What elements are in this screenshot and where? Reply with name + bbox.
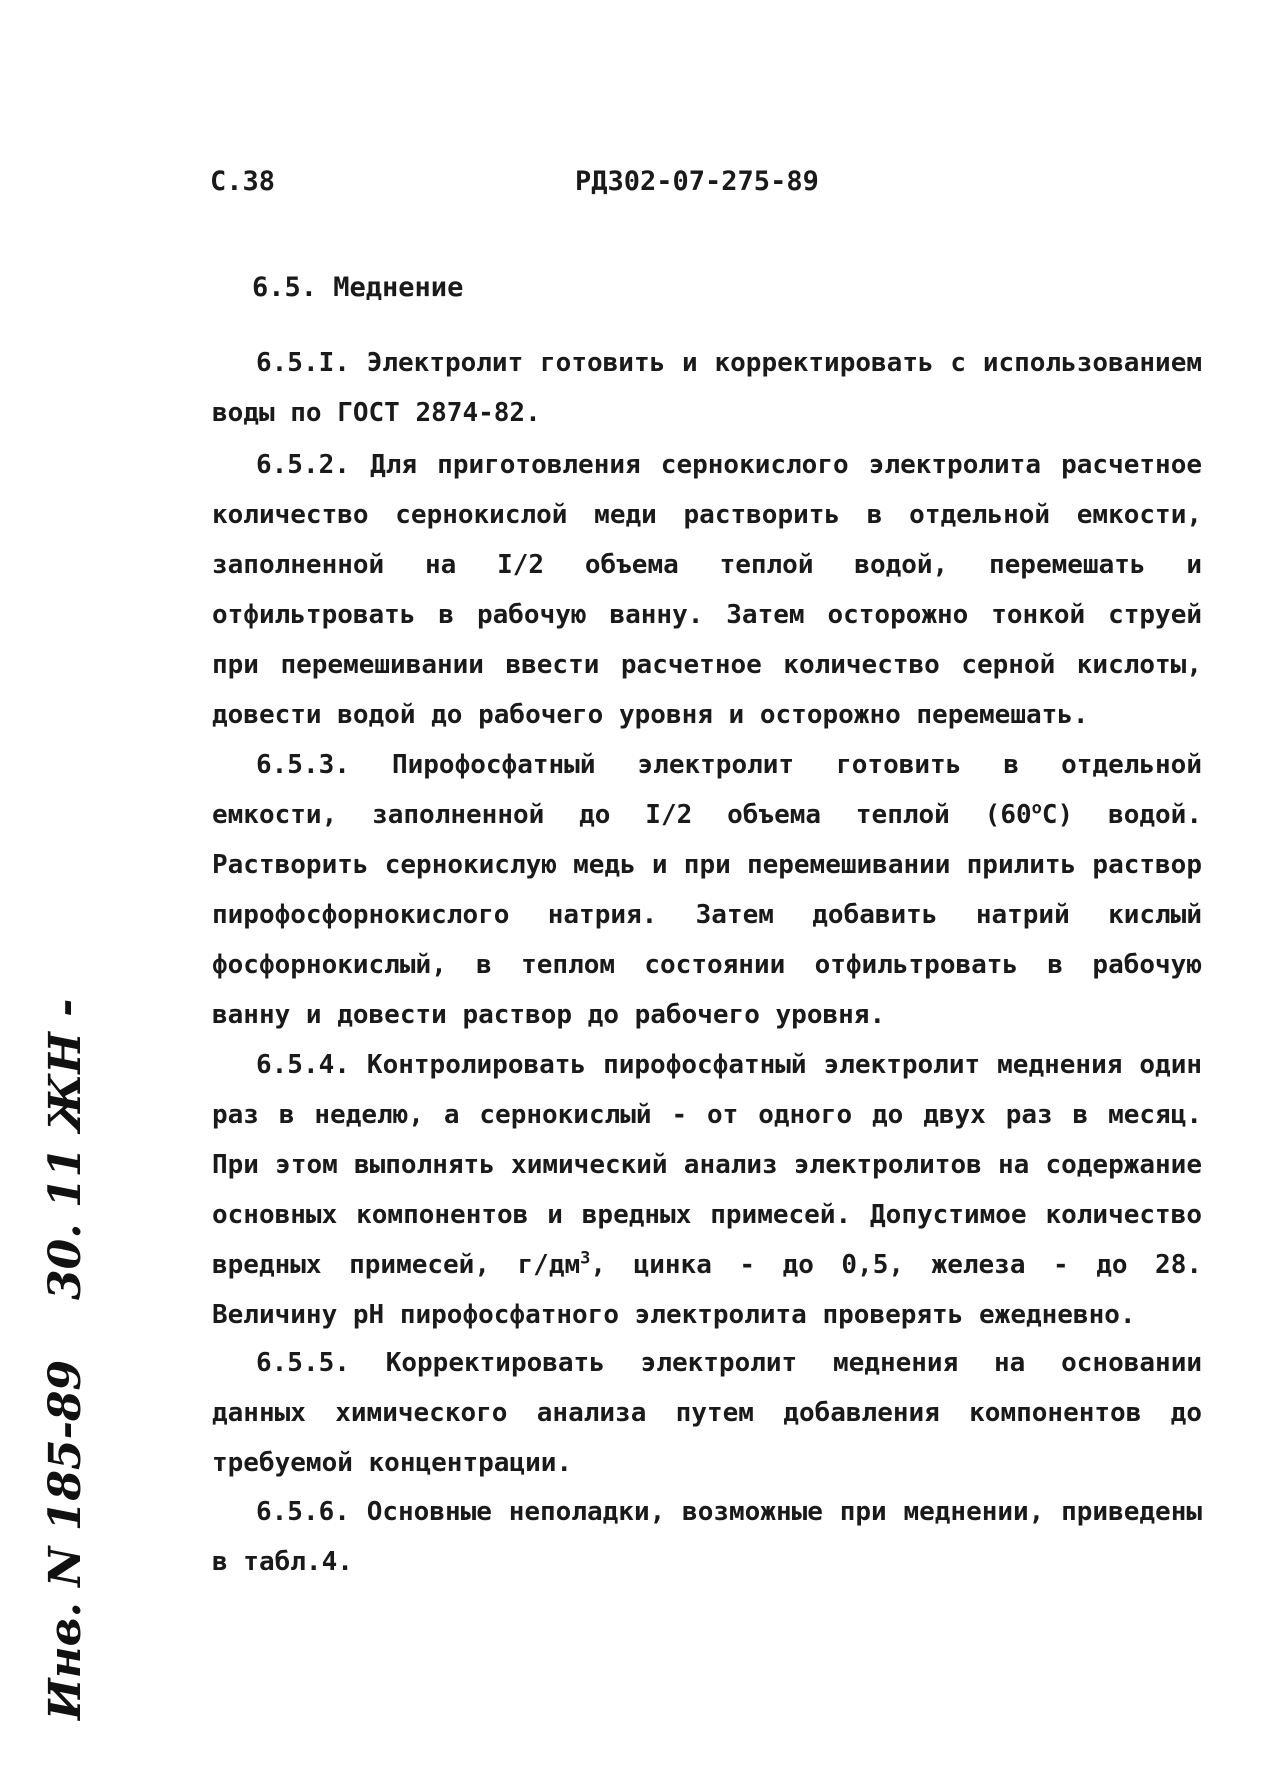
section-title: 6.5. Меднение xyxy=(252,272,464,303)
paragraph-6-5-4-part-b: , цинка - до 0,5, железа - до 28. Величину pH пирофосфатного электролита проверять ежедневно. xyxy=(212,1250,1203,1330)
handwritten-inventory-note xyxy=(40,999,91,1720)
paragraph-6-5-6: 6.5.6. Основные неполадки, возможные при меднении, приведены в табл.4. xyxy=(212,1497,1202,1577)
paragraph-6-5-4 xyxy=(212,1040,1202,1340)
inventory-date: 30. 11 ЖН - xyxy=(40,998,91,1300)
paragraph-6-5-3-part-b: С) водой. Растворить сернокислую медь и при перемешивании прилить раствор пирофосфорнокислого натрия. Затем добавить натрий кислый фосфорнокислый, в теплом состоянии отфильтровать в рабочую ванну и довести раствор до рабочего уровня. xyxy=(212,800,1202,1030)
paragraph-6-5-3-part-a: 6.5.3. Пирофосфатный электролит готовить в отдельной емкости, заполненной до I/2 объема теплой (60 xyxy=(212,750,1202,830)
degree-superscript: о xyxy=(1031,798,1042,819)
cubic-superscript: 3 xyxy=(580,1248,591,1269)
paragraph-6-5-3 xyxy=(212,740,1202,1040)
page-number: С.38 xyxy=(210,166,276,197)
document-code: РД302-07-275-89 xyxy=(575,166,819,197)
inventory-number: Инв. N 185-89 xyxy=(40,1359,91,1720)
paragraph-6-5-1: 6.5.I. Электролит готовить и корректировать с использованием воды по ГОСТ 2874-82. xyxy=(212,348,1202,428)
paragraph-6-5-2: 6.5.2. Для приготовления сернокислого электролита расчетное количество сернокислой меди растворить в отдельной емкости, заполненной на I/2 объема теплой водой, перемешать и отфильтровать в рабочую ванну. Затем осторожно тонкой струей при перемешивании ввести расчетное количество серной кислоты, довести водой до рабочего уровня и осторожно перемешать. xyxy=(212,450,1202,730)
paragraph-6-5-4-part-a: 6.5.4. Контролировать пирофосфатный электролит меднения один раз в неделю, а сернокислый - от одного до двух раз в месяц. При этом выполнять химический анализ электролитов на содержание основных компонентов и вредных примесей. Допустимое количество вредных примесей, г/дм xyxy=(212,1050,1202,1280)
paragraph-6-5-5: 6.5.5. Корректировать электролит меднения на основании данных химического анализа путем добавления компонентов до требуемой концентрации. xyxy=(212,1348,1202,1478)
